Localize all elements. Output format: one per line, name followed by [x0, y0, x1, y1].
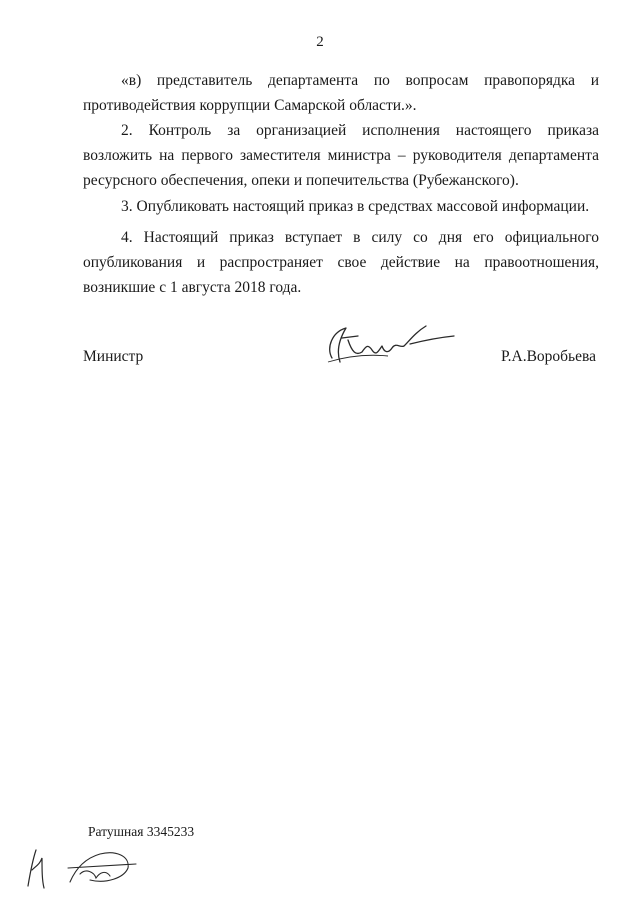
text-line: противодействия коррупции Самарской области.». — [83, 97, 417, 114]
text-line: «в) представитель департамента по вопросам правопорядка и — [121, 72, 599, 89]
handwritten-signature — [318, 318, 458, 368]
signatory-name: Р.А.Воробьева — [500, 348, 596, 365]
text-line: 3. Опубликовать настоящий приказ в средствах массовой информации. — [121, 198, 590, 215]
executor-contact: Ратушная 3345233 — [88, 824, 195, 839]
text-line: 4. Настоящий приказ вступает в силу со дня его официального — [121, 229, 599, 246]
signatory-title: Министр — [83, 348, 144, 365]
text-line: ресурсного обеспечения, опеки и попечительства (Рубежанского). — [83, 172, 519, 189]
text-line: возложить на первого заместителя министра – руководителя департамента — [83, 147, 599, 164]
text-line: опубликования и распространяет свое действие на правоотношения, — [83, 254, 599, 271]
text-line: возникшие с 1 августа 2018 года. — [83, 279, 302, 296]
text-line: 2. Контроль за организацией исполнения настоящего приказа — [121, 122, 599, 139]
page-number: 2 — [316, 34, 324, 50]
approval-initials — [20, 838, 140, 893]
